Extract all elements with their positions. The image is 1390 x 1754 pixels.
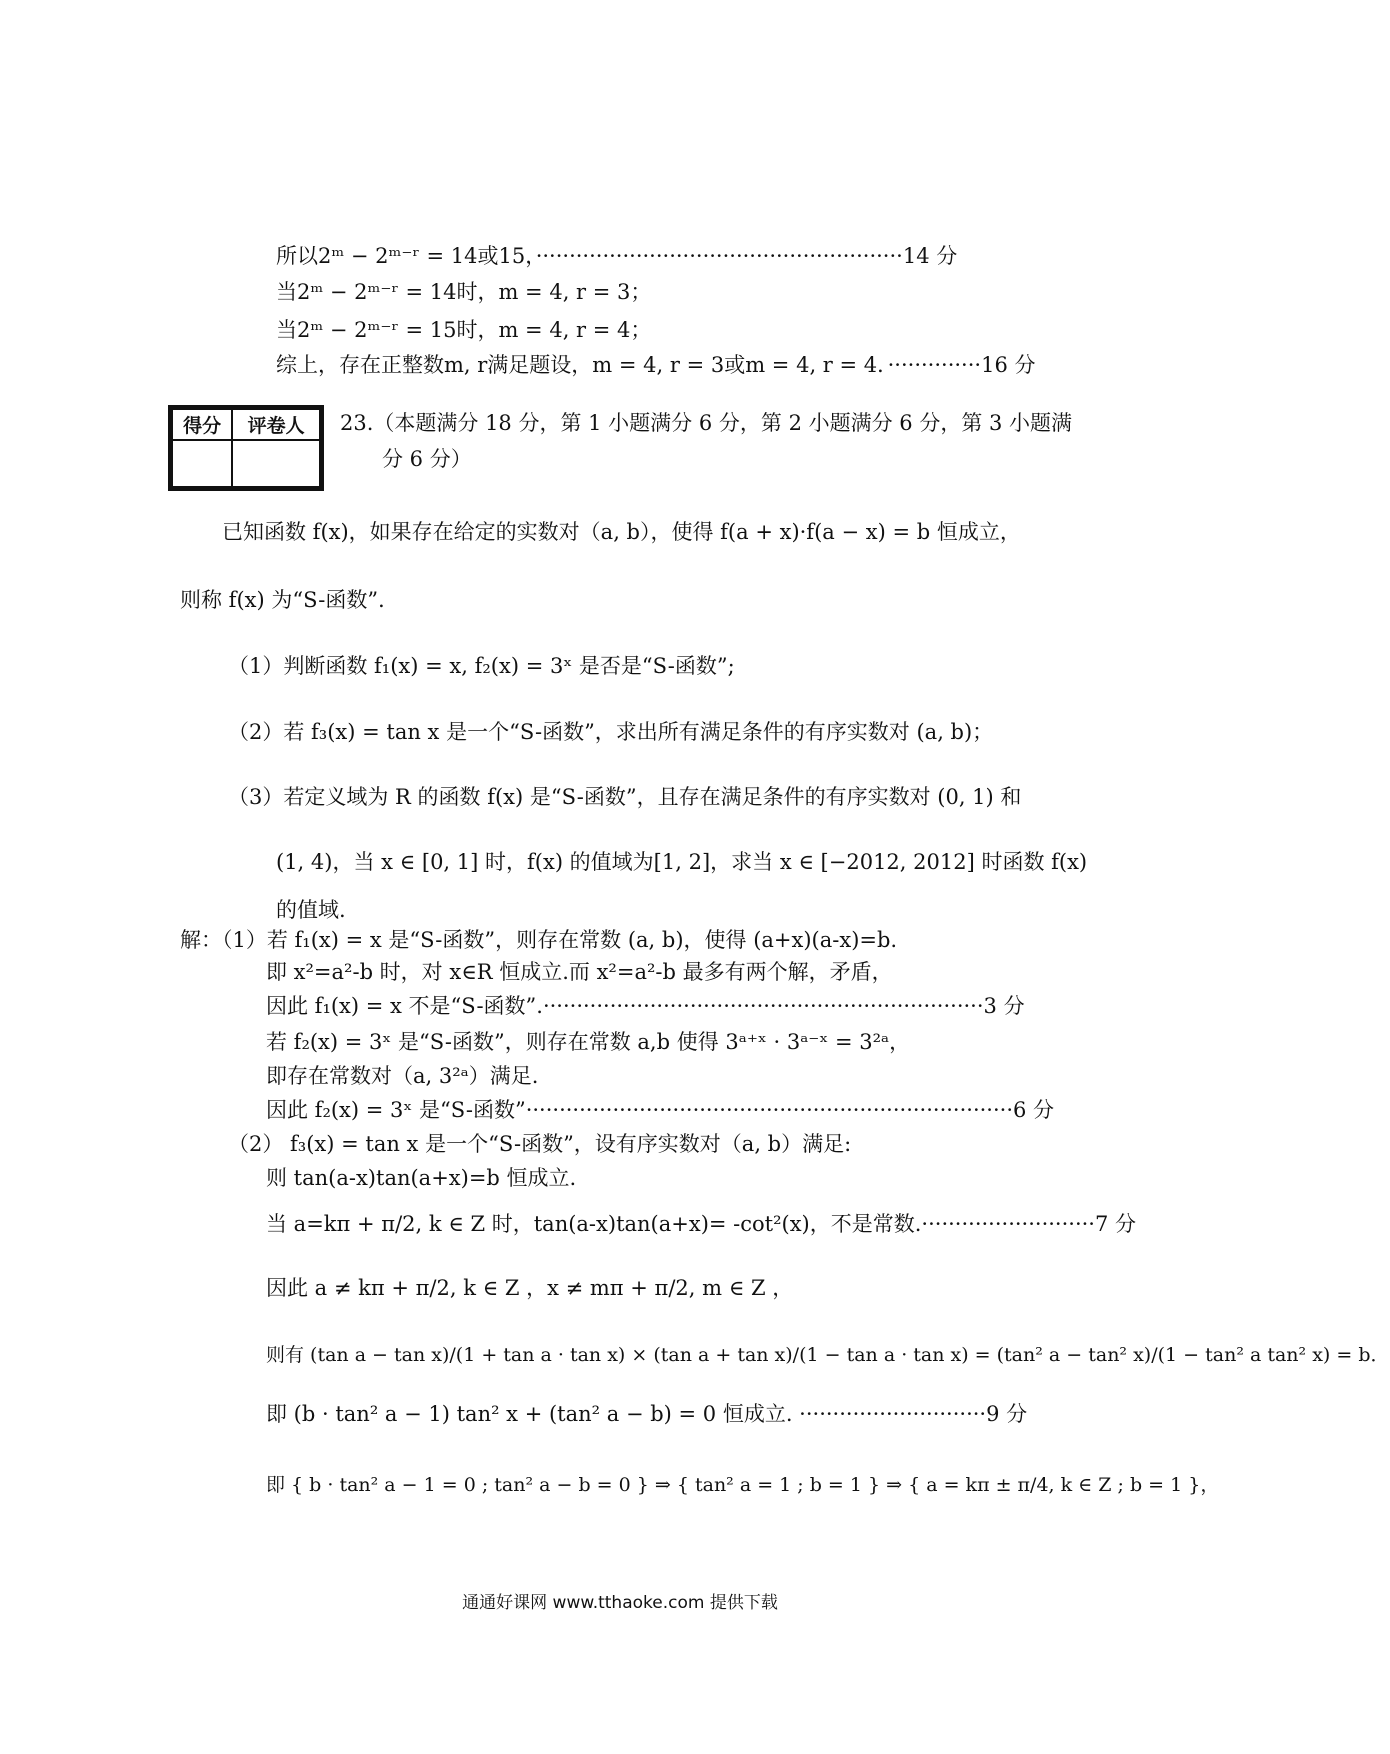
- text-line: 综上，存在正整数m, r满足题设，m = 4, r = 3或m = 4, r = 4．··············16 分: [276, 353, 1036, 377]
- question-3: (1, 4)，当 x ∈ [0, 1] 时，f(x) 的值域为[1, 2]，求当 x ∈ [−2012, 2012] 时函数 f(x): [276, 850, 1088, 874]
- solution-line: 即存在常数对（a, 3²ᵃ）满足.: [266, 1064, 539, 1088]
- solution-line: 解：（1）若 f₁(x) = x 是“S-函数”，则存在常数 (a, b)，使得 (a+x)(a-x)=b.: [180, 928, 898, 952]
- text-line: 当2ᵐ − 2ᵐ⁻ʳ = 14时，m = 4, r = 3；: [276, 280, 652, 304]
- solution-line: 则 tan(a-x)tan(a+x)=b 恒成立.: [266, 1166, 577, 1190]
- text-line: 当2ᵐ − 2ᵐ⁻ʳ = 15时，m = 4, r = 4；: [276, 318, 652, 342]
- solution-line: 即 (b · tan² a − 1) tan² x + (tan² a − b) = 0 恒成立. ····························9 分: [266, 1402, 1028, 1426]
- solution-line: 若 f₂(x) = 3ˣ 是“S-函数”，则存在常数 a,b 使得 3ᵃ⁺ˣ · 3ᵃ⁻ˣ = 3²ᵃ，: [266, 1030, 911, 1054]
- solution-line: 当 a=kπ + π/2, k ∈ Z 时，tan(a-x)tan(a+x)= -cot²(x)，不是常数.··························7 分: [266, 1212, 1137, 1236]
- problem-intro: 则称 f(x) 为“S-函数”．: [180, 588, 400, 612]
- solution-line: 因此 f₂(x) = 3ˣ 是“S-函数”·········································································6 分: [266, 1098, 1055, 1122]
- question-3: （3）若定义域为 R 的函数 f(x) 是“S-函数”，且存在满足条件的有序实数对 (0, 1) 和: [228, 785, 1022, 809]
- text-line: 所以2ᵐ − 2ᵐ⁻ʳ = 14或15，·······················································14 分: [276, 244, 958, 268]
- problem-header: 23.（本题满分 18 分，第 1 小题满分 6 分，第 2 小题满分 6 分，第 3 小题满: [340, 411, 1073, 435]
- footer: 通通好课网 www.tthaoke.com 提供下载: [462, 1593, 778, 1613]
- solution-line: 即 { b · tan² a − 1 = 0 ; tan² a − b = 0 } ⇒ { tan² a = 1 ; b = 1 } ⇒ { a = kπ ± π/4, k ∈ Z ; b = 1 }，: [266, 1474, 1220, 1496]
- solution-line: 即 x²=a²-b 时，对 x∈R 恒成立.而 x²=a²-b 最多有两个解，矛盾，: [266, 960, 893, 984]
- score-cell: [172, 440, 232, 487]
- problem-header: 分 6 分）: [382, 447, 472, 471]
- solution-line: （2） f₃(x) = tan x 是一个“S-函数”，设有序实数对（a, b）满足:: [228, 1132, 852, 1156]
- question-2: （2）若 f₃(x) = tan x 是一个“S-函数”，求出所有满足条件的有序实数对 (a, b)；: [228, 720, 994, 744]
- grader-cell: [232, 440, 320, 487]
- solution-line: 则有 (tan a − tan x)/(1 + tan a · tan x) × (tan a + tan x)/(1 − tan a · tan x) = (tan² a − tan² x)/(1 − tan² a tan² x) = b．: [266, 1344, 1390, 1366]
- solution-line: 因此 f₁(x) = x 不是“S-函数”.··································································3 分: [266, 994, 1025, 1018]
- question-1: （1）判断函数 f₁(x) = x, f₂(x) = 3ˣ 是否是“S-函数”;: [228, 654, 735, 678]
- question-3: 的值域.: [276, 898, 346, 922]
- problem-intro: 已知函数 f(x)，如果存在给定的实数对（a, b），使得 f(a + x)·f(a − x) = b 恒成立，: [222, 520, 1021, 544]
- score-label: 得分: [172, 409, 232, 440]
- grader-label: 评卷人: [232, 409, 320, 440]
- score-box: [168, 405, 324, 491]
- solution-line: 因此 a ≠ kπ + π/2, k ∈ Z ，x ≠ mπ + π/2, m ∈ Z ，: [266, 1276, 794, 1300]
